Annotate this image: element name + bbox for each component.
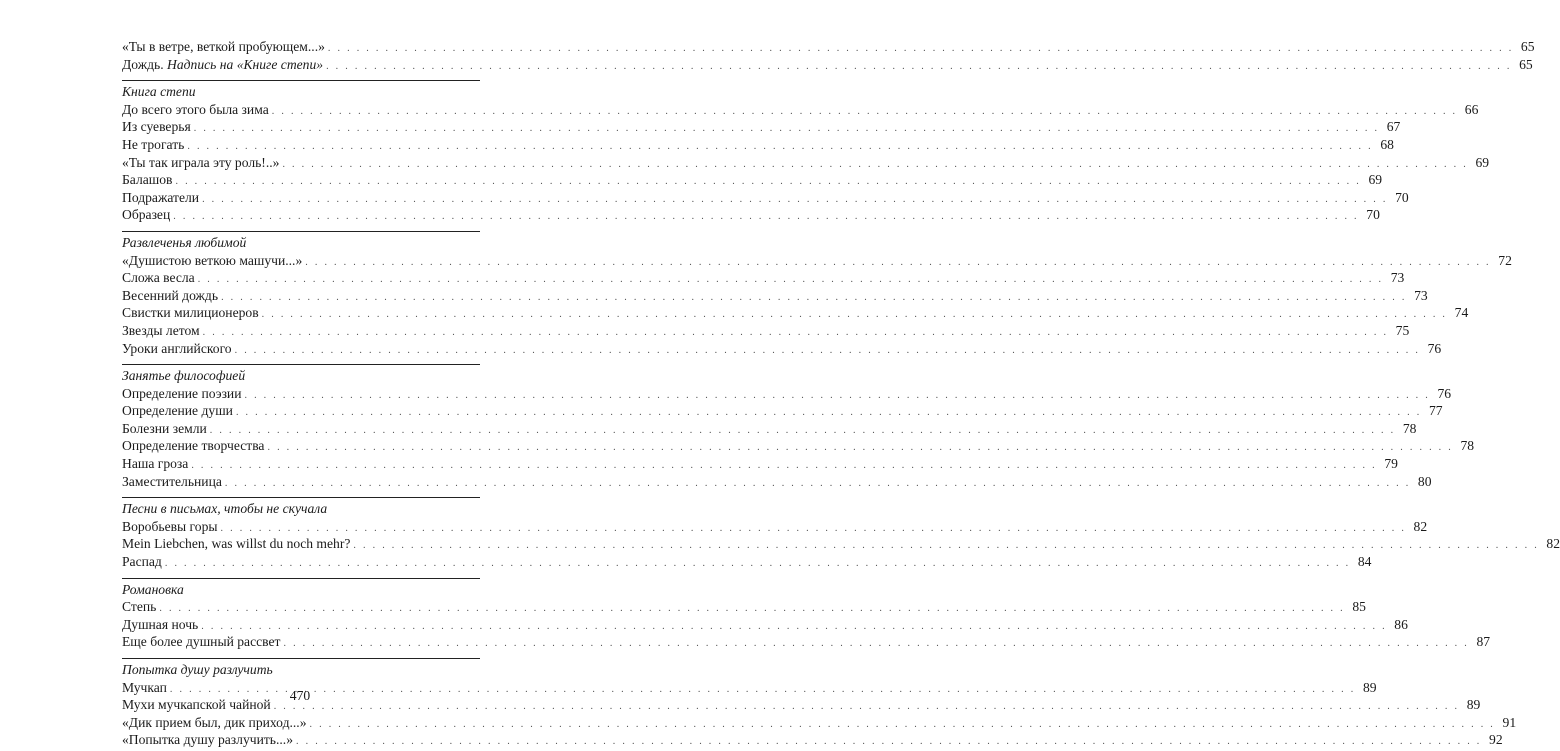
dot-leader bbox=[283, 635, 1469, 653]
toc-entry-page: 69 bbox=[1475, 154, 1490, 170]
section-title: Занятье философией bbox=[122, 368, 246, 384]
dot-leader bbox=[187, 138, 1373, 156]
toc-section bbox=[122, 578, 1491, 651]
toc-entry-title-plain: Дождь. bbox=[122, 56, 168, 72]
toc-entry bbox=[122, 553, 1372, 571]
toc-entry-page: 74 bbox=[1454, 305, 1469, 321]
toc-entry-title: Определение поэзии bbox=[122, 385, 242, 401]
toc-entry-title: Подражатели bbox=[122, 189, 200, 205]
toc-entry-title: Уроки английского bbox=[122, 340, 232, 356]
toc-entry bbox=[122, 38, 1535, 56]
section-title: Попытка душу разлучить bbox=[122, 662, 273, 677]
toc-section bbox=[122, 80, 1490, 224]
dot-leader bbox=[236, 404, 1422, 422]
toc-entry-title: «Ты в ветре, веткой пробующем...» bbox=[122, 39, 325, 54]
toc-entry-page: 65 bbox=[1520, 39, 1535, 54]
toc-entry-page: 91 bbox=[1502, 714, 1517, 730]
toc-entry-title: Не трогать bbox=[122, 136, 185, 152]
toc-entry-title: Свистки милиционеров bbox=[122, 305, 259, 321]
toc-entry-page: 80 bbox=[1417, 473, 1432, 489]
toc-entry-title: Из суеверья bbox=[122, 119, 191, 135]
dot-leader bbox=[305, 254, 1491, 272]
toc-entry-title: Мучкап bbox=[122, 679, 167, 695]
toc-entry-title: Определение души bbox=[122, 403, 233, 419]
toc-entry bbox=[122, 714, 1517, 732]
toc-entry-page: 67 bbox=[1386, 119, 1401, 135]
dot-leader bbox=[194, 120, 1380, 138]
dot-leader bbox=[272, 103, 1458, 121]
section-title: Романовка bbox=[122, 581, 184, 597]
dot-leader bbox=[221, 289, 1407, 307]
toc-entry-page: 76 bbox=[1427, 340, 1442, 356]
toc-entry bbox=[122, 118, 1401, 136]
dot-leader bbox=[203, 324, 1389, 342]
dot-leader bbox=[159, 600, 1345, 618]
toc-entry bbox=[122, 455, 1398, 473]
toc-entry bbox=[122, 206, 1380, 224]
toc-entry bbox=[122, 269, 1405, 287]
dot-leader bbox=[235, 342, 1421, 360]
toc-entry-page: 68 bbox=[1380, 136, 1394, 152]
dot-leader bbox=[210, 422, 1396, 440]
toc-entry-page: 78 bbox=[1460, 438, 1475, 454]
toc-entry-title: Весенний дождь bbox=[122, 287, 219, 303]
dot-leader bbox=[225, 475, 1411, 493]
toc-entry-page: 78 bbox=[1402, 420, 1417, 436]
toc-entry-page: 82 bbox=[1413, 518, 1428, 534]
toc-entry bbox=[122, 154, 1490, 172]
dot-leader bbox=[244, 387, 1430, 405]
toc-entry bbox=[122, 56, 1533, 74]
toc-entry-title: «Ты так играла эту роль!..» bbox=[122, 154, 280, 170]
toc-entry-title: Еще более душный рассвет bbox=[122, 634, 281, 650]
page-number: 470 bbox=[289, 688, 311, 703]
toc-entry bbox=[122, 287, 1428, 305]
toc-entry bbox=[122, 402, 1443, 420]
dot-leader bbox=[198, 271, 1384, 289]
toc-entry-page: 92 bbox=[1489, 732, 1503, 748]
dot-leader bbox=[282, 156, 1468, 174]
toc-entry-page: 84 bbox=[1357, 554, 1372, 570]
toc-entry-page: 70 bbox=[1395, 189, 1409, 205]
toc-entry-title: Воробьевы горы bbox=[122, 518, 218, 534]
dot-leader bbox=[201, 618, 1387, 636]
toc-entry-page: 76 bbox=[1437, 385, 1452, 401]
toc-section bbox=[122, 231, 1512, 357]
toc-entry-title: До всего этого была зима bbox=[122, 101, 269, 117]
toc-entry-page: 85 bbox=[1352, 599, 1366, 615]
dot-leader bbox=[267, 439, 1453, 457]
toc-entry bbox=[122, 136, 1394, 154]
toc-entry-page: 75 bbox=[1395, 322, 1410, 338]
toc-entry-page: 86 bbox=[1394, 616, 1408, 632]
dot-leader bbox=[262, 306, 1448, 324]
toc-entry-title: Мухи мучкапской чайной bbox=[122, 697, 271, 713]
toc-entry-title: Сложа весла bbox=[122, 270, 195, 286]
toc-entry-title: Душная ночь bbox=[122, 616, 199, 632]
toc-entry bbox=[122, 633, 1491, 651]
toc-entry-title: Болезни земли bbox=[122, 420, 207, 436]
toc-entry-title bbox=[122, 56, 326, 74]
toc-section bbox=[122, 364, 1475, 490]
toc-entry-page: 79 bbox=[1384, 456, 1398, 472]
toc-entry bbox=[122, 598, 1366, 616]
table-of-contents bbox=[122, 38, 1560, 749]
toc-entry bbox=[122, 437, 1475, 455]
section-title: Развлеченья любимой bbox=[122, 234, 247, 250]
section-title: Книга степи bbox=[122, 84, 196, 100]
toc-entry bbox=[122, 171, 1383, 189]
toc-entry bbox=[122, 535, 1560, 553]
toc-entry bbox=[122, 473, 1432, 491]
dot-leader bbox=[175, 173, 1361, 191]
dot-leader bbox=[202, 191, 1388, 209]
toc-entry bbox=[122, 252, 1512, 270]
dot-leader bbox=[173, 208, 1359, 226]
toc-entry bbox=[122, 101, 1479, 119]
toc-entry-title: Определение творчества bbox=[122, 438, 265, 454]
toc-entry-title: Заместительница bbox=[122, 473, 222, 489]
toc-entry-title: «Душистою веткою машучи...» bbox=[122, 252, 303, 268]
toc-entry bbox=[122, 518, 1428, 536]
toc-entry bbox=[122, 420, 1417, 438]
toc-entry-title: Звезды летом bbox=[122, 322, 200, 338]
toc-entry bbox=[122, 322, 1410, 340]
toc-entry-title: «Попытка душу разлучить...» bbox=[122, 732, 293, 748]
toc-entry-title: Mein Liebchen, was willst du noch mehr? bbox=[122, 536, 351, 552]
toc-entry bbox=[122, 385, 1452, 403]
dot-leader bbox=[221, 520, 1407, 538]
toc-entry-page: 69 bbox=[1368, 172, 1383, 188]
toc-entry-title: «Дик прием был, дик приход...» bbox=[122, 714, 307, 730]
dot-leader bbox=[165, 555, 1351, 573]
toc-entry-title: Степь bbox=[122, 599, 157, 615]
toc-entry-page: 70 bbox=[1366, 207, 1380, 223]
toc-section bbox=[122, 497, 1560, 570]
toc-entry-page: 65 bbox=[1519, 56, 1533, 72]
toc-entry-page: 73 bbox=[1390, 270, 1405, 286]
toc-entry-title: Балашов bbox=[122, 172, 173, 188]
toc-entry bbox=[122, 616, 1408, 634]
toc-entry-title: Распад bbox=[122, 554, 162, 570]
toc-entry-title: Наша гроза bbox=[122, 456, 189, 472]
dot-leader bbox=[296, 733, 1482, 751]
toc-entry-page: 89 bbox=[1362, 679, 1377, 695]
section-title: Песни в письмах, чтобы не скучала bbox=[122, 501, 328, 517]
dot-leader bbox=[328, 40, 1514, 58]
toc-entry-page: 72 bbox=[1498, 252, 1512, 268]
dot-leader bbox=[310, 716, 1496, 734]
toc-entry-title: Образец bbox=[122, 207, 171, 223]
toc-entry-page: 82 bbox=[1546, 536, 1560, 552]
toc-entry bbox=[122, 340, 1442, 358]
toc-entry bbox=[122, 304, 1469, 322]
toc-entry-title-italic: Надпись на «Книге степи» bbox=[167, 56, 324, 72]
toc-entry-page: 73 bbox=[1414, 287, 1428, 303]
toc-entry bbox=[122, 189, 1409, 207]
toc-entry-page: 89 bbox=[1466, 697, 1481, 713]
dot-leader bbox=[191, 457, 1377, 475]
dot-leader bbox=[326, 58, 1512, 76]
toc-entry-page: 87 bbox=[1476, 634, 1491, 650]
toc-entry-page: 77 bbox=[1428, 403, 1443, 419]
toc-entry-page: 66 bbox=[1464, 101, 1479, 117]
toc-entry bbox=[122, 731, 1503, 749]
